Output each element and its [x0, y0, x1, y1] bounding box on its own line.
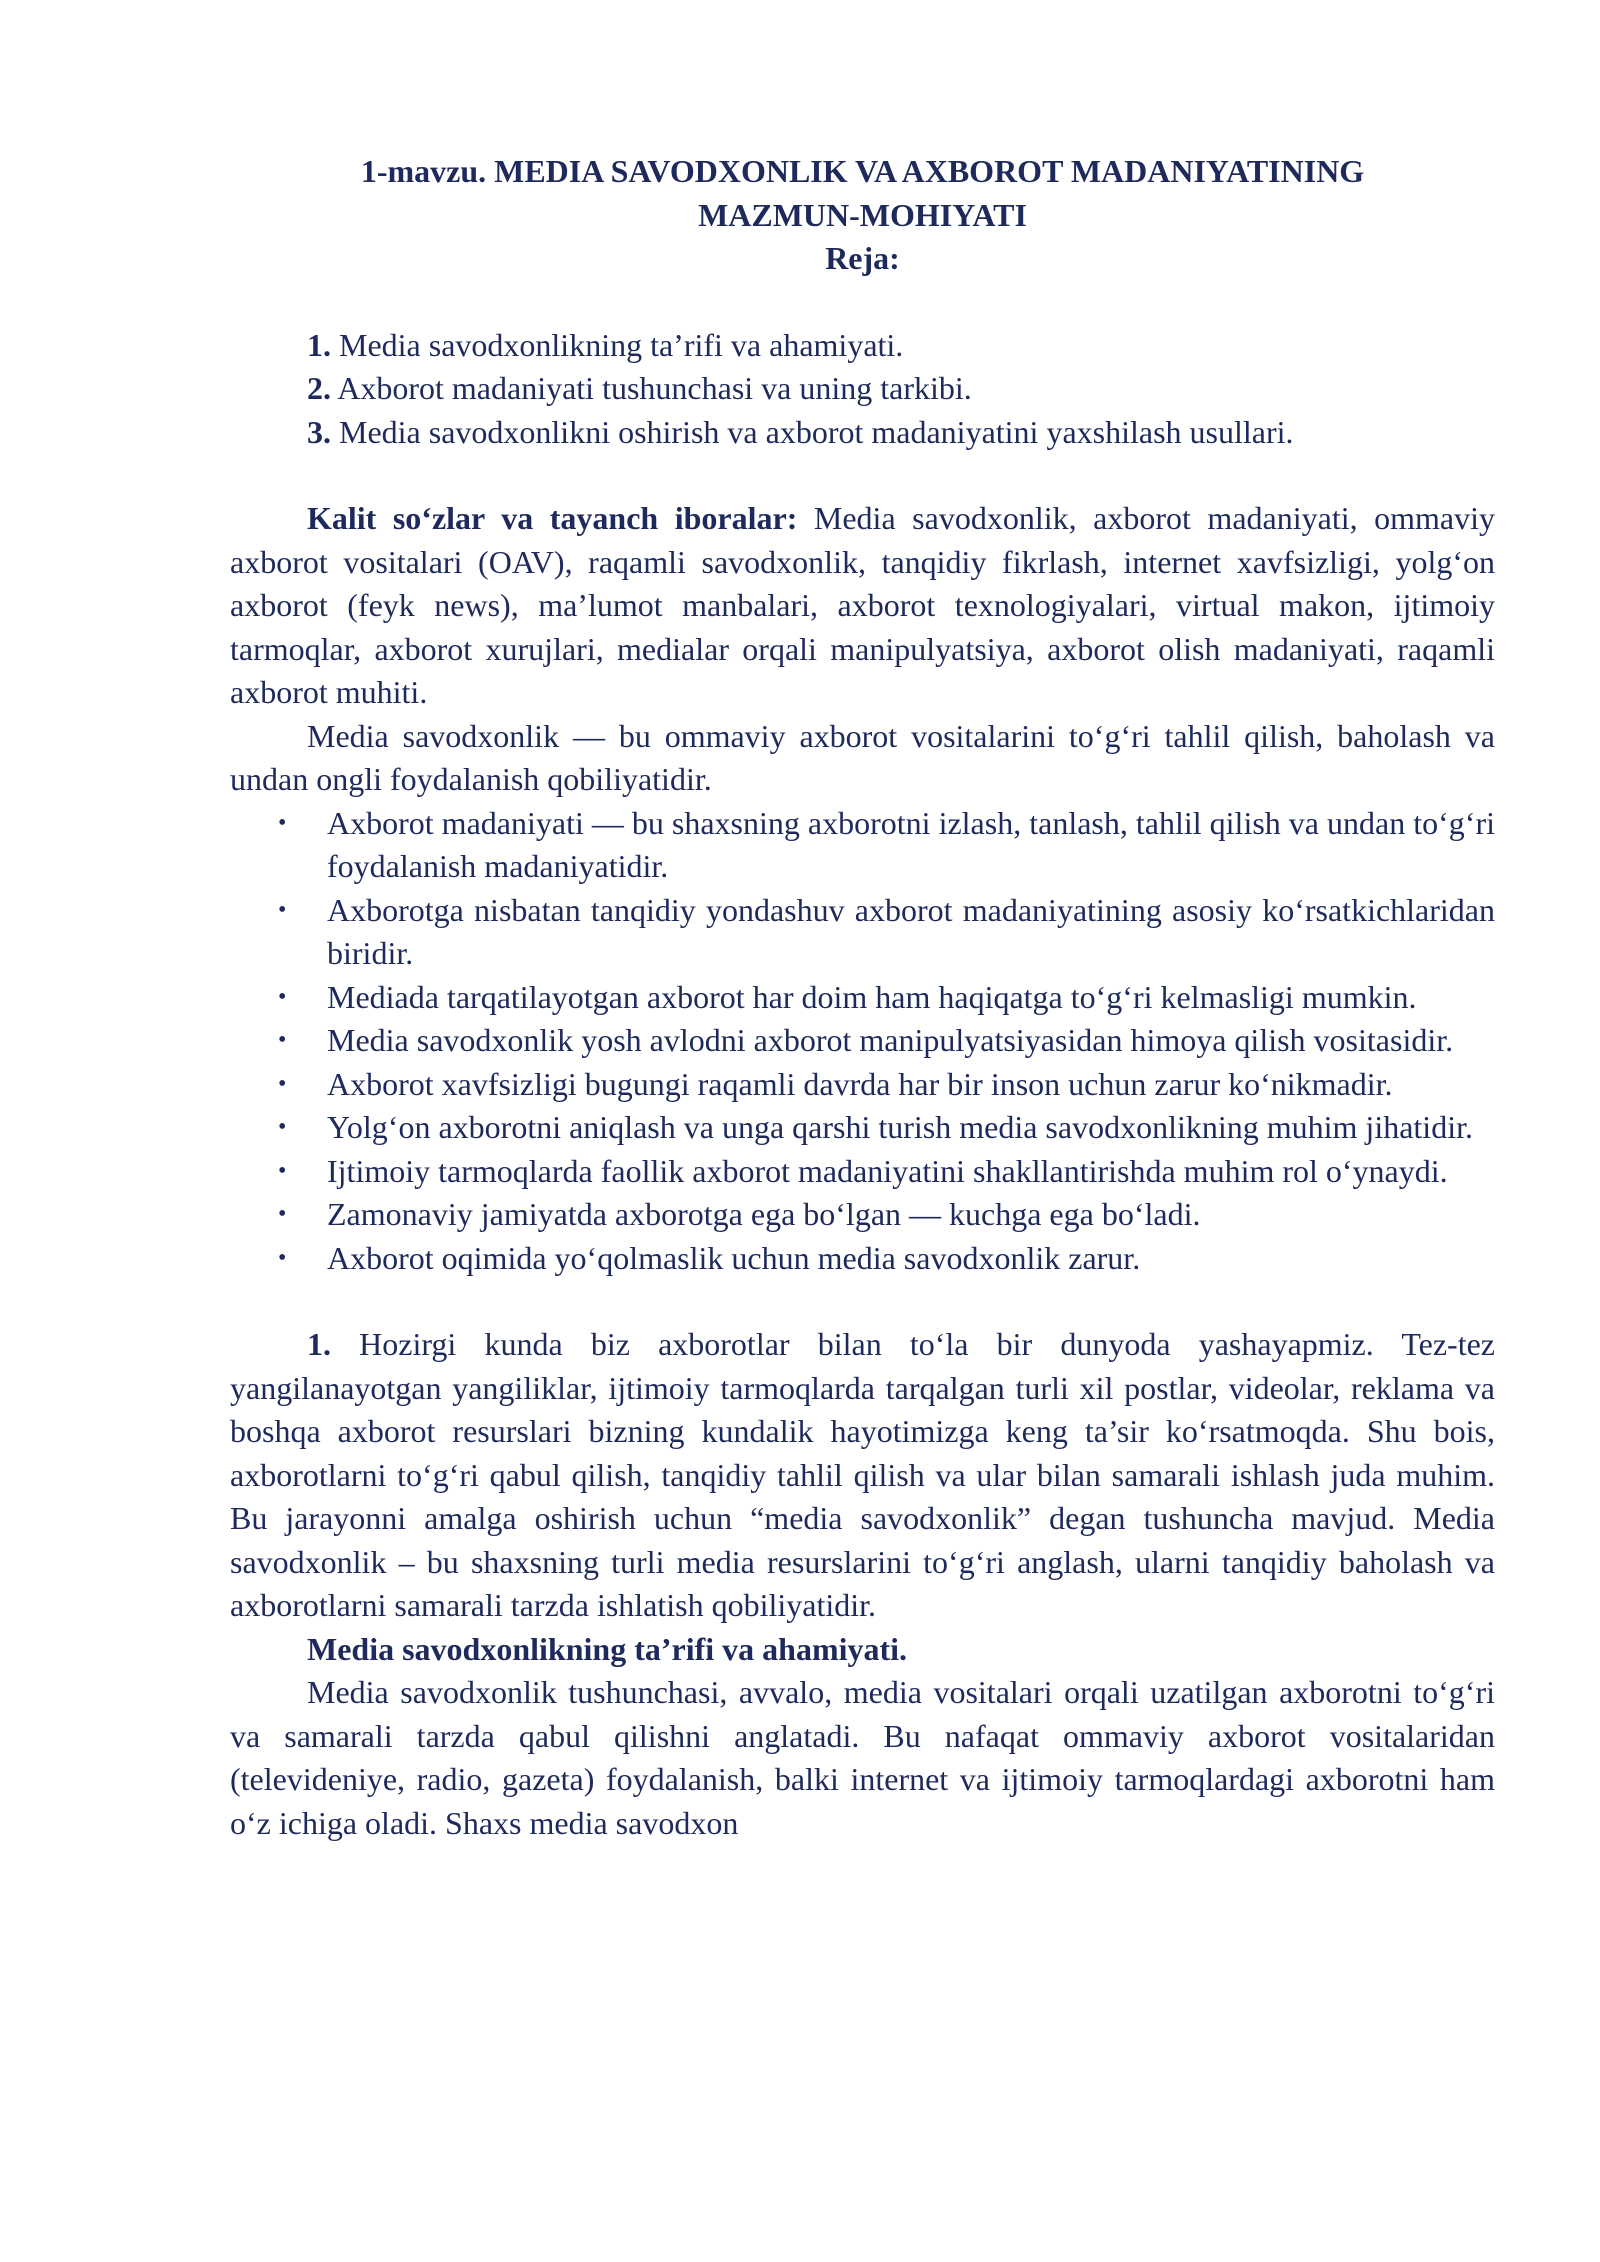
bullet-icon: •	[278, 1070, 287, 1097]
document-page	[230, 150, 1495, 1845]
bullet-text: Zamonaviy jamiyatda axborotga ega bo‘lgan — kuchga ega bo‘ladi.	[327, 1196, 1201, 1232]
plan-item-text: Media savodxonlikni oshirish va axborot madaniyatini yaxshilash usullari.	[331, 413, 1294, 450]
plan-list	[307, 324, 1495, 455]
plan-item-number: 1.	[307, 326, 331, 363]
spacer	[230, 1280, 1495, 1323]
body-paragraph: Media savodxonlik tushunchasi, avvalo, media vositalari orqali uzatilgan axborotni to‘g‘ri va samarali tarzda qabul qilishni anglatadi. Bu nafaqat ommaviy axborot vositalaridan (televideniye, radio, gazeta) foydalanish, balki internet va ijtimoiy tarmoqlardagi axborotni ham o‘z ichiga oladi. Shaxs media savodxon	[230, 1674, 1495, 1841]
keywords-label: Kalit so‘zlar va tayanch iboralar:	[307, 500, 798, 536]
document-title	[230, 150, 1495, 281]
bullet-icon: •	[278, 1114, 287, 1140]
bullet-item	[230, 976, 1495, 1020]
plan-item	[307, 324, 1495, 368]
plan-item-text: Axborot madaniyati tushunchasi va uning tarkibi.	[331, 370, 972, 406]
bullet-item	[230, 1019, 1495, 1063]
bullet-text: Axborot xavfsizligi bugungi raqamli davrda har bir inson uchun zarur ko‘nikmadir.	[327, 1065, 1393, 1102]
bullet-icon: •	[278, 809, 287, 836]
bullet-item	[230, 889, 1495, 976]
bullet-text: Axborot oqimida yo‘qolmaslik uchun media savodxonlik zarur.	[327, 1239, 1141, 1276]
title-line-2: MAZMUN-MOHIYATI	[698, 196, 1027, 233]
plan-item-number: 3.	[307, 413, 331, 450]
bullet-icon: •	[278, 1201, 287, 1227]
plan-item-text: Media savodxonlikning ta’rifi va ahamiyati.	[331, 326, 904, 363]
bullet-text: Yolg‘on axborotni aniqlash va unga qarshi turish media savodxonlikning muhim jihatidir.	[327, 1109, 1473, 1145]
bullet-item	[230, 1063, 1495, 1107]
spacer	[230, 454, 1495, 497]
section-1-text: Hozirgi kunda biz axborotlar bilan to‘la bir dunyoda yashayapmiz. Tez-tez yangilanayotgan yangiliklar, ijtimoiy tarmoqlarda tarqalgan turli xil postlar, videolar, reklama va boshqa axborot resurslari bizning kundalik hayotimizga keng ta’sir ko‘rsatmoqda. Shu bois, axborotlarni to‘g‘ri qabul qilish, tanqidiy tahlil qilish va ular bilan samarali ishlash juda muhim. Bu jarayonni amalga oshirish uchun “media savodxonlik” degan tushuncha mavjud. Media savodxonlik – bu shaxsning turli media resurslarini to‘g‘ri anglash, ularni tanqidiy baholash va axborotlarni samarali tarzda ishlatish qobiliyatidir.	[230, 1326, 1495, 1623]
plan-item-number: 2.	[307, 370, 331, 406]
plan-item	[307, 367, 1495, 411]
bullet-item	[230, 1237, 1495, 1281]
bullet-item	[230, 1150, 1495, 1194]
bullet-icon: •	[278, 1157, 287, 1184]
bullet-icon: •	[278, 1027, 287, 1053]
bullet-icon: •	[278, 896, 287, 923]
definition-paragraph: Media savodxonlik — bu ommaviy axborot vositalarini to‘g‘ri tahlil qilish, baholash va undan ongli foydalanish qobiliyatidir.	[230, 717, 1495, 797]
bullet-icon: •	[278, 1244, 287, 1271]
bullet-text: Axborot madaniyati — bu shaxsning axborotni izlash, tanlash, tahlil qilish va undan to‘g‘ri foydalanish madaniyatidir.	[327, 804, 1495, 884]
title-plan-heading: Reja:	[825, 240, 900, 276]
bullet-item	[230, 1106, 1495, 1150]
bullet-text: Ijtimoiy tarmoqlarda faollik axborot madaniyatini shakllantirishda muhim rol o‘ynaydi.	[327, 1152, 1448, 1189]
bullet-text: Media savodxonlik yosh avlodni axborot manipulyatsiyasidan himoya qilish vositasidir.	[327, 1022, 1454, 1058]
bullet-text: Mediada tarqatilayotgan axborot har doim ham haqiqatga to‘g‘ri kelmasligi mumkin.	[327, 978, 1417, 1015]
bullet-item	[230, 802, 1495, 889]
section-1-number: 1.	[307, 1326, 331, 1362]
bullet-icon: •	[278, 983, 287, 1010]
section-1-paragraph	[230, 1323, 1495, 1628]
keywords-text: Media savodxonlik, axborot madaniyati, ommaviy axborot vositalari (OAV), raqamli savodxonlik, tanqidiy fikrlash, internet xavfsizligi, yolg‘on axborot (feyk news), ma’lumot manbalari, axborot texnologiyalari, virtual makon, ijtimoiy tarmoqlar, axborot xurujlari, medialar orqali manipulyatsiya, axborot olish madaniyati, raqamli axborot muhiti.	[230, 500, 1496, 710]
bullet-list	[230, 802, 1495, 1281]
bullet-text: Axborotga nisbatan tanqidiy yondashuv axborot madaniyatining asosiy ko‘rsatkichlaridan biridir.	[327, 891, 1495, 971]
keywords-paragraph	[230, 497, 1495, 715]
plan-item	[307, 411, 1495, 455]
section-subheading: Media savodxonlikning ta’rifi va ahamiyati.	[307, 1630, 908, 1667]
title-line-1: 1-mavzu. MEDIA SAVODXONLIK VA AXBOROT MADANIYATINING	[360, 153, 1365, 189]
bullet-item	[230, 1193, 1495, 1237]
